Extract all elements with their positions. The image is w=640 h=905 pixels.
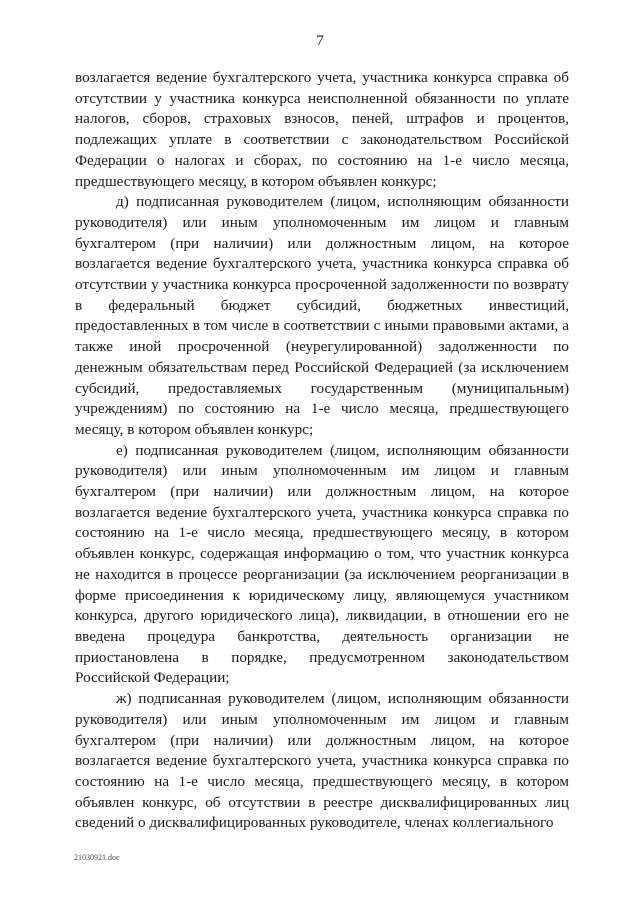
footer-doc-code: 21030921.doc [74,853,120,862]
paragraph-item-e: е) подписанная руководителем (лицом, исполняющим обязанности руководителя) или иным уполномоченным им лицом и главным бухгалтером (при наличии) или должностным лицом, на которое возлагается ведение бухгалтерского учета, участника конкурса справка по состоянию на 1-е число месяца, предшествующего месяцу, в котором объявлен конкурс, содержащая информацию о том, что участник конкурса не находится в процессе реорганизации (за исключением реорганизации в форме присоединения к юридическому лицу, являющемуся участником конкурса, другого юридического лица), ликвидации, в отношении его не введена процедура банкротства, деятельность организации не приостановлена в порядке, предусмотренном законодательством Российской Федерации; [75,441,569,687]
paragraph-item-zh: ж) подписанная руководителем (лицом, исполняющим обязанности руководителя) или иным уполномоченным им лицом и главным бухгалтером (при наличии) или должностным лицом, на которое возлагается ведение бухгалтерского учета, участника конкурса справка по состоянию на 1-е число месяца, предшествующего месяцу, в котором объявлен конкурс, об отсутствии в реестре дисквалифицированных лиц сведений о дисквалифицированных руководителе, членах коллегиального [75,690,569,832]
paragraph-continuation: возлагается ведение бухгалтерского учета, участника конкурса справка об отсутствии у участника конкурса неисполненной обязанности по уплате налогов, сборов, страховых взносов, пеней, штрафов и процентов, подлежащих уплате в соответствии с законодательством Российской Федерации о налогах и сборах, по состоянию на 1-е число месяца, предшествующего месяцу, в котором объявлен конкурс; [75,69,569,190]
document-body [75,68,569,834]
page-number: 7 [316,33,324,49]
paragraph-item-d: д) подписанная руководителем (лицом, исполняющим обязанности руководителя) или иным уполномоченным им лицом и главным бухгалтером (при наличии) или должностным лицом, на которое возлагается ведение бухгалтерского учета, участника конкурса справка об отсутствии у участника конкурса просроченной задолженности по возврату в федеральный бюджет субсидий, бюджетных инвестиций, предоставленных в том числе в соответствии с иными правовыми актами, а также иной просроченной (неурегулированной) задолженности по денежным обязательствам перед Российской Федерацией (за исключением субсидий, предоставляемых государственным (муниципальным) учреждениям) по состоянию на 1-е число месяца, предшествующего месяцу, в котором объявлен конкурс; [75,193,569,438]
